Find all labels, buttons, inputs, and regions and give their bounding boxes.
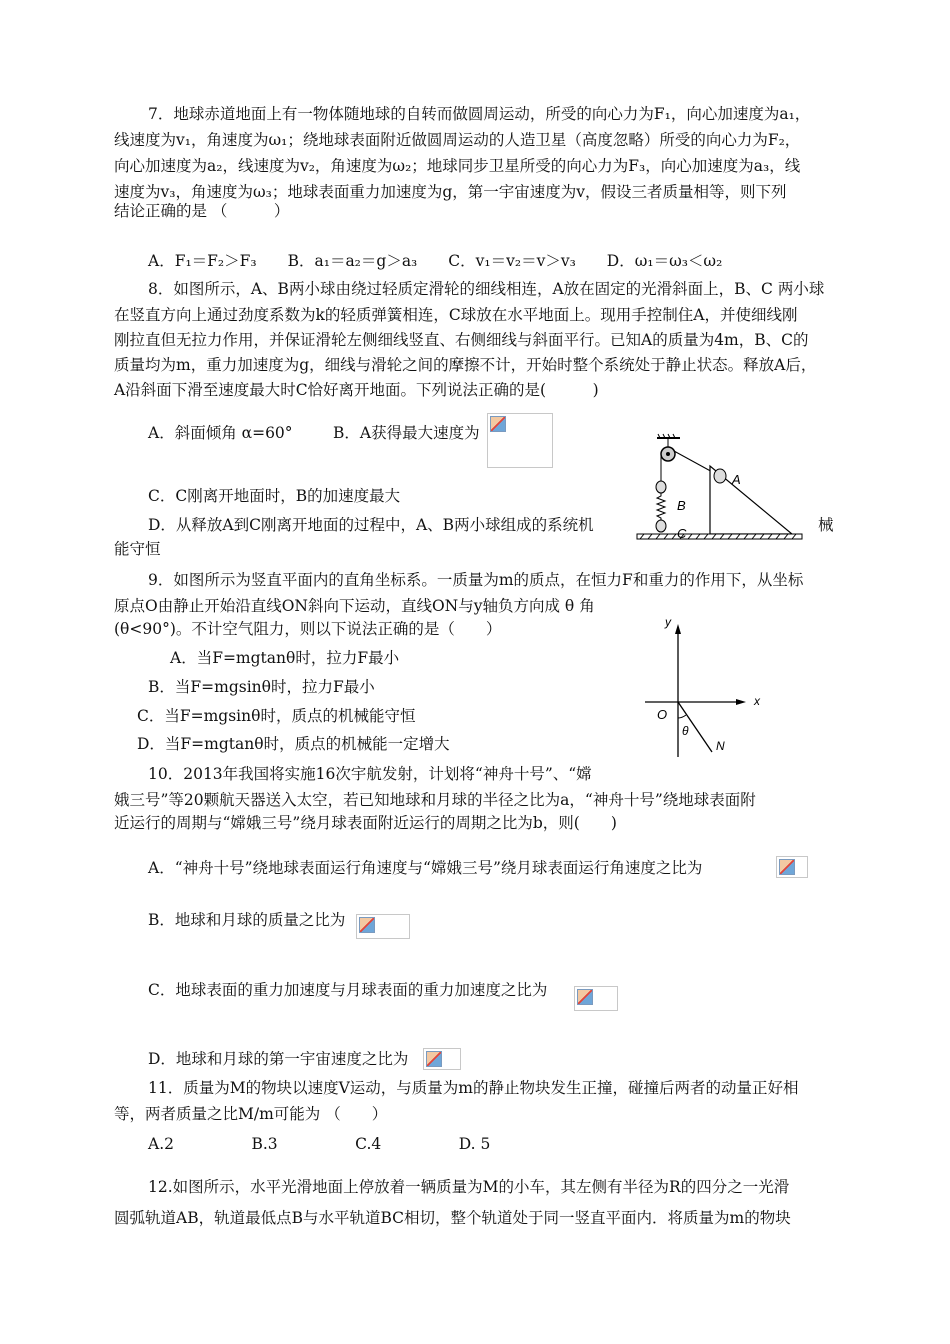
label-a: A: [732, 472, 741, 487]
formula-image: [574, 986, 618, 1011]
formula-image: [776, 856, 808, 878]
q8-option-d-line-2: 能守恒: [114, 540, 161, 558]
q7-options: A．F₁＝F₂＞F₃ B．a₁＝a₂＝g＞a₃ C．v₁＝v₂＝v＞v₃ D．ω₁＝ω₃＜ω₂: [148, 252, 723, 270]
label-o: O: [657, 707, 668, 722]
q10-option-a: A．“神舟十号”绕地球表面运行角速度与“嫦娥三号”绕月球表面运行角速度之比为: [148, 859, 703, 877]
q8-option-d-tail: 械: [818, 516, 834, 534]
formula-image: [356, 914, 410, 939]
q10-option-c: C．地球表面的重力加速度与月球表面的重力加速度之比为: [148, 981, 548, 999]
spring: [657, 493, 665, 520]
q10-option-d: D．地球和月球的第一宇宙速度之比为: [148, 1050, 409, 1068]
q8-line-1: 8．如图所示，A、B两小球由绕过轻质定滑轮的细线相连，A放在固定的光滑斜面上，B、C 两小球: [148, 280, 825, 298]
ground: [637, 534, 802, 539]
q9-option-a: A．当F=mgtanθ时，拉力F最小: [170, 649, 400, 667]
q8-line-3: 刚拉直但无拉力作用，并保证滑轮左侧细线竖直、右侧细线与斜面平行。已知A的质量为4m，B、C的: [114, 331, 809, 349]
q7-line-4: 速度为v₃，角速度为ω₃；地球表面重力加速度为g，第一宇宙速度为v，假设三者质量相等，则下列: [114, 183, 787, 201]
q12-line-1: 12.如图所示，水平光滑地面上停放着一辆质量为M的小车，其左侧有半径为R的四分之一光滑: [148, 1178, 790, 1196]
ball-a: [714, 469, 726, 483]
q9-option-c: C．当F=mgsinθ时，质点的机械能守恒: [137, 707, 416, 725]
q8-option-c: C．C刚离开地面时，B的加速度最大: [148, 487, 401, 505]
q12-line-2: 圆弧轨道AB，轨道最低点B与水平轨道BC相切，整个轨道处于同一竖直平面内．将质量为m的物块: [114, 1209, 791, 1227]
image-placeholder-icon: [426, 1051, 442, 1067]
q10-line-3: 近运行的周期与“嫦娥三号”绕月球表面附近运行的周期之比为b，则( ): [114, 814, 617, 832]
q9-line-1: 9．如图所示为竖直平面内的直角坐标系。一质量为m的质点，在恒力F和重力的作用下，从坐标: [148, 571, 804, 589]
label-theta: θ: [682, 724, 689, 738]
q10-line-2: 娥三号”等20颗航天器送入太空，若已知地球和月球的半径之比为a，“神舟十号”绕地球表面附: [114, 791, 756, 809]
q7-line-2: 线速度为v₁，角速度为ω₁；绕地球表面附近做圆周运动的人造卫星（高度忽略）所受的向心力为F₂，: [114, 131, 801, 149]
q9-option-d: D．当F=mgtanθ时，质点的机械能一定增大: [137, 735, 450, 753]
image-placeholder-icon: [490, 416, 506, 432]
label-b: B: [677, 498, 686, 513]
q8-line-5: A沿斜面下滑至速度最大时C恰好离开地面。下列说法正确的是( ): [114, 381, 599, 399]
q7-line-3: 向心加速度为a₂，线速度为v₂，角速度为ω₂；地球同步卫星所受的向心力为F₃，向心加速度为a₃，线: [114, 157, 801, 175]
q8-option-a: A．斜面倾角 α=60°: [148, 424, 293, 442]
q8-option-b: B．A获得最大速度为: [333, 424, 480, 442]
formula-image: [487, 413, 553, 468]
image-placeholder-icon: [779, 859, 795, 875]
q9-option-b: B．当F=mgsinθ时，拉力F最小: [148, 678, 375, 696]
q8-figure: [632, 430, 807, 548]
q9-line-3: (θ<90°)。不计空气阻力，则以下说法正确的是（ ）: [114, 620, 502, 638]
q7-line-1: 7．地球赤道地面上有一物体随地球的自转而做圆周运动，所受的向心力为F₁，向心加速度为a₁，: [148, 105, 811, 123]
q9-line-2: 原点O由静止开始沿直线ON斜向下运动，直线ON与y轴负方向成 θ 角: [114, 597, 595, 615]
q8-line-2: 在竖直方向上通过劲度系数为k的轻质弹簧相连，C球放在水平地面上。现用手控制住A，并使细线刚: [114, 306, 798, 324]
q7-line-5: 结论正确的是 （ ）: [114, 202, 290, 220]
q11-line-1: 11．质量为M的物块以速度V运动，与质量为m的静止物块发生正撞，碰撞后两者的动量正好相: [148, 1079, 799, 1097]
q11-options: A.2 B.3 C.4 D. 5: [148, 1135, 491, 1153]
formula-image: [423, 1048, 461, 1070]
image-placeholder-icon: [577, 989, 593, 1005]
q9-figure: [640, 612, 770, 762]
q10-line-1: 10．2013年我国将实施16次宇航发射，计划将“神舟十号”、“嫦: [148, 765, 592, 783]
label-y: y: [665, 615, 671, 629]
image-placeholder-icon: [359, 917, 375, 933]
q11-line-2: 等，两者质量之比M/m可能为 （ ）: [114, 1105, 388, 1123]
q10-option-b: B．地球和月球的质量之比为: [148, 911, 346, 929]
ball-c: [656, 520, 666, 532]
label-c: C: [677, 526, 687, 541]
label-x: x: [754, 694, 760, 708]
q8-option-d-line-1: D．从释放A到C刚离开地面的过程中，A、B两小球组成的系统机: [148, 516, 594, 534]
label-n: N: [716, 739, 725, 753]
q8-line-4: 质量均为m，重力加速度为g，细线与滑轮之间的摩擦不计，开始时整个系统处于静止状态。释放A后，: [114, 356, 817, 374]
ball-b: [656, 481, 666, 493]
